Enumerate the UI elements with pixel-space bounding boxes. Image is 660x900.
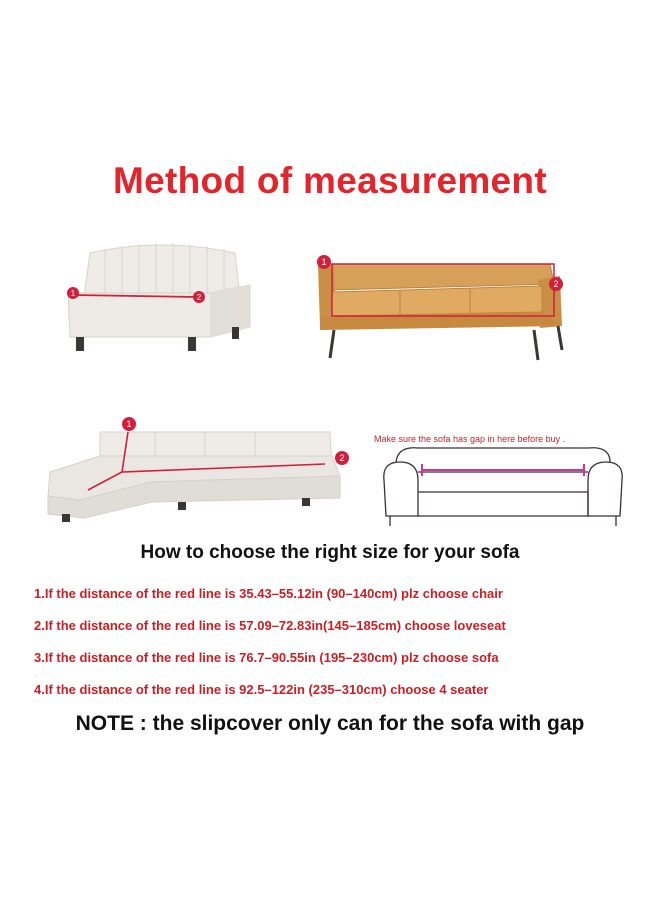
size-guide-subtitle: How to choose the right size for your sofa bbox=[140, 542, 520, 563]
svg-text:2: 2 bbox=[339, 453, 345, 463]
slipcover-note: NOTE : the slipcover only can for the sofa with gap bbox=[75, 712, 585, 735]
sketch-sofa-illustration bbox=[378, 440, 628, 530]
svg-text:1: 1 bbox=[126, 419, 132, 429]
svg-text:2: 2 bbox=[553, 279, 559, 289]
gap-note: Make sure the sofa has gap in here before buy . bbox=[374, 434, 566, 444]
sectional-sofa-illustration bbox=[40, 410, 360, 525]
orange-sofa-illustration bbox=[310, 250, 575, 370]
svg-text:2: 2 bbox=[196, 293, 202, 302]
size-rule-4: 4.If the distance of the red line is 92.5–122in (235–310cm) choose 4 seater bbox=[34, 682, 489, 697]
size-rule-1: 1.If the distance of the red line is 35.43–55.12in (90–140cm) plz choose chair bbox=[34, 586, 503, 601]
page-title: Method of measurement bbox=[113, 160, 547, 201]
svg-text:1: 1 bbox=[70, 289, 76, 298]
armless-chair-illustration bbox=[60, 235, 260, 360]
size-rule-2: 2.If the distance of the red line is 57.09–72.83in(145–185cm) choose loveseat bbox=[34, 618, 506, 633]
svg-text:1: 1 bbox=[321, 257, 327, 267]
size-rules-list bbox=[34, 585, 634, 713]
size-rule-3: 3.If the distance of the red line is 76.7–90.55in (195–230cm) plz choose sofa bbox=[34, 650, 499, 665]
